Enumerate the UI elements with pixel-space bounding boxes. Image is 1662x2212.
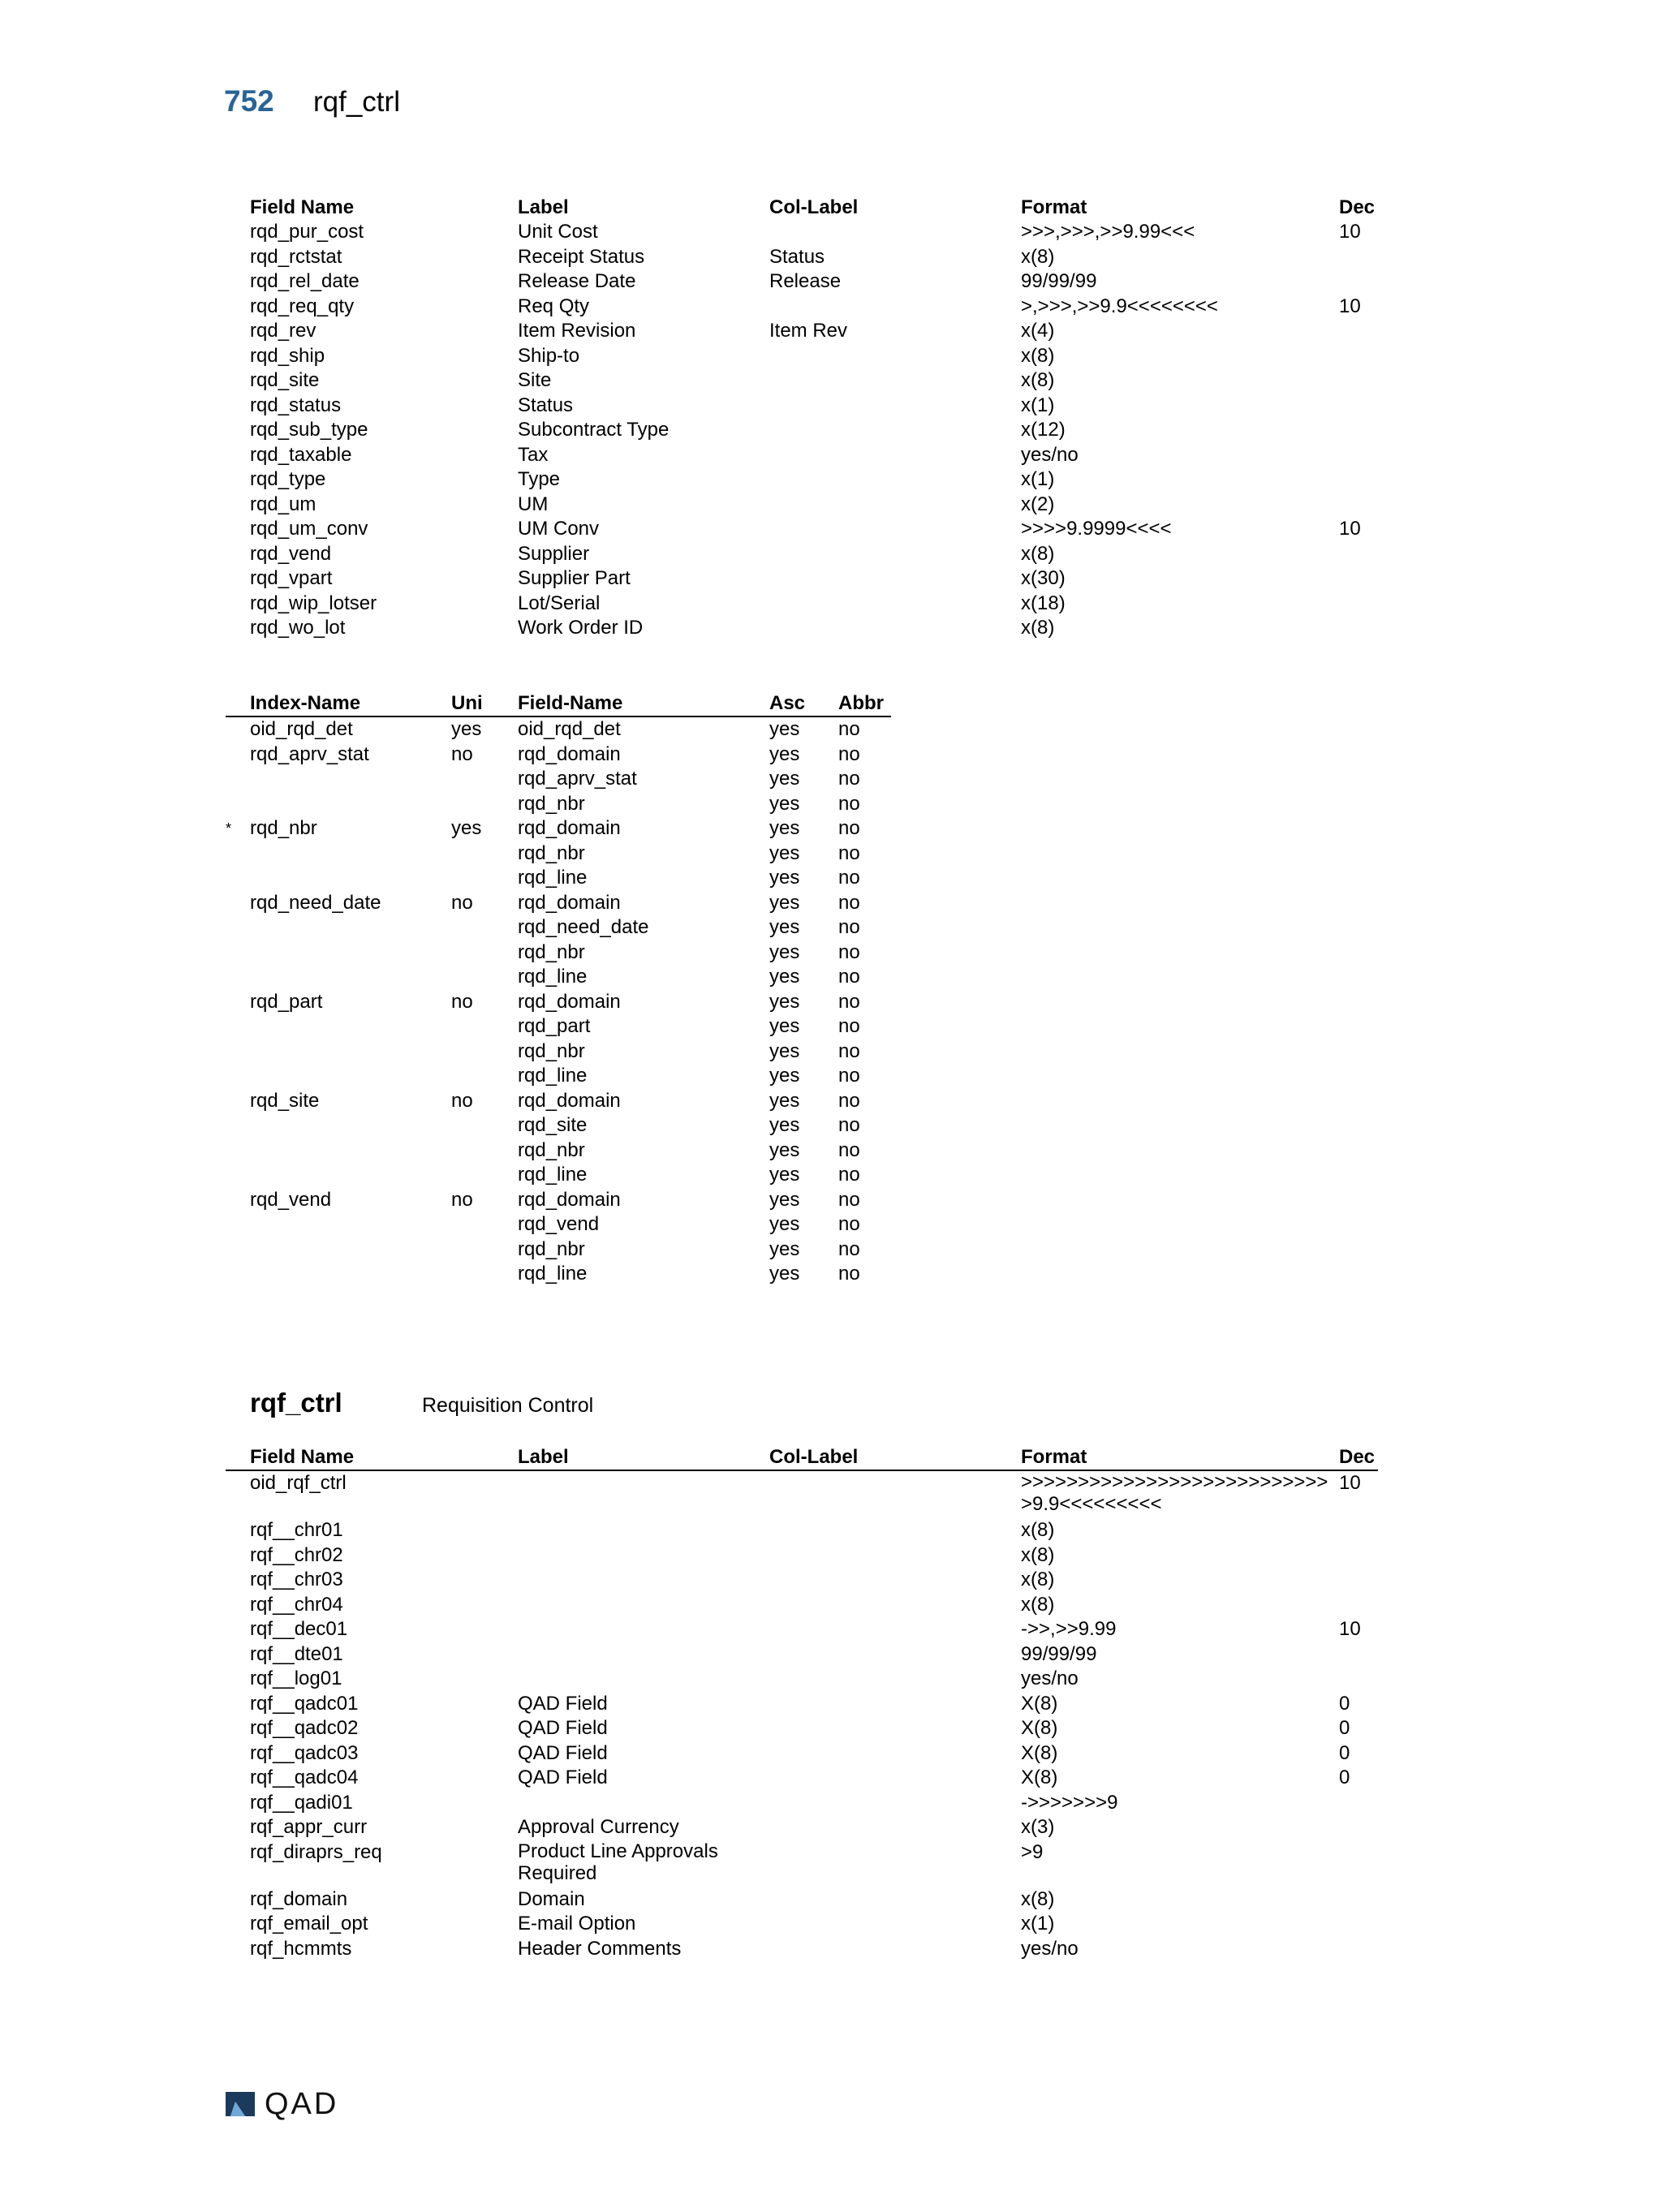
index-row xyxy=(226,866,891,891)
field-name-cell: rqd_um xyxy=(250,493,316,515)
abbr-cell: no xyxy=(838,1164,860,1186)
table-row xyxy=(250,295,1378,320)
asc-cell: yes xyxy=(769,1039,800,1062)
label-cell: Tax xyxy=(518,443,549,466)
table-row xyxy=(250,467,1378,493)
uni-cell: no xyxy=(451,742,473,765)
uni-cell: no xyxy=(451,1188,473,1211)
dec-cell: 10 xyxy=(1339,295,1361,317)
index-row xyxy=(226,891,891,916)
qad-logo-icon xyxy=(224,2090,256,2118)
format-cell: yes/no xyxy=(1021,1668,1079,1689)
table-row xyxy=(226,1840,1378,1887)
table-row xyxy=(226,1741,1378,1767)
page-number: 752 xyxy=(224,84,274,118)
abbr-cell: no xyxy=(838,867,860,889)
field-name-cell: rqf_hcmmts xyxy=(250,1937,352,1960)
table-row xyxy=(250,493,1378,518)
index-row xyxy=(226,915,891,940)
format-cell: x(12) xyxy=(1021,419,1066,441)
label-cell: Ship-to xyxy=(518,344,580,367)
abbr-cell: no xyxy=(838,1065,860,1087)
table-body xyxy=(226,1471,1378,1961)
column-header-field-name: Field Name xyxy=(250,196,355,218)
label-cell: QAD Field xyxy=(518,1692,608,1715)
uni-cell: no xyxy=(451,1089,473,1112)
field-name-cell: rqd_rctstat xyxy=(250,245,342,268)
field-name-cell: rqf__qadc03 xyxy=(250,1741,359,1764)
asc-cell: yes xyxy=(769,940,800,963)
col-label-cell: Status xyxy=(769,245,825,268)
format-cell: X(8) xyxy=(1021,1741,1058,1764)
field-name-cell: rqd_site xyxy=(250,369,320,391)
asc-cell: yes xyxy=(769,742,800,765)
table-row xyxy=(250,443,1378,468)
field-name-cell: rqf__chr01 xyxy=(250,1519,343,1541)
format-cell: yes/no xyxy=(1021,443,1079,466)
index-row xyxy=(226,792,891,817)
field-name-cell: rqd_vend xyxy=(518,1213,600,1235)
format-cell: x(1) xyxy=(1021,394,1055,416)
table-body xyxy=(250,220,1378,641)
column-header-index-name: Index-Name xyxy=(250,692,361,714)
asc-cell: yes xyxy=(769,792,800,815)
asc-cell: yes xyxy=(769,817,800,839)
index-row xyxy=(226,1262,891,1287)
dec-cell: 10 xyxy=(1339,518,1361,540)
dec-cell: 10 xyxy=(1339,1472,1361,1494)
field-name-cell: rqd_domain xyxy=(518,891,621,914)
col-label-cell: Release xyxy=(769,270,842,292)
field-name-cell: rqd_domain xyxy=(518,1188,621,1211)
table-row xyxy=(226,1887,1378,1913)
label-cell: UM xyxy=(518,493,549,515)
label-cell: Domain xyxy=(518,1887,585,1910)
index-name-cell: rqd_vend xyxy=(250,1188,332,1211)
table-header-row xyxy=(226,1444,1378,1471)
label-cell: Supplier xyxy=(518,542,590,565)
uni-cell: no xyxy=(451,891,473,914)
label-cell: E-mail Option xyxy=(518,1913,636,1934)
field-name-cell: rqf_appr_curr xyxy=(250,1816,368,1838)
column-header-dec: Dec xyxy=(1339,1446,1376,1468)
label-cell: Lot/Serial xyxy=(518,592,601,614)
field-name-cell: rqd_line xyxy=(518,1263,588,1285)
field-name-cell: rqf__log01 xyxy=(250,1668,342,1689)
asc-cell: yes xyxy=(769,1138,800,1161)
format-cell: x(1) xyxy=(1021,1913,1055,1934)
asc-cell: yes xyxy=(769,1237,800,1260)
table-row xyxy=(250,542,1378,567)
format-cell: x(30) xyxy=(1021,567,1066,589)
asc-cell: yes xyxy=(769,1263,800,1285)
field-name-cell: rqd_rev xyxy=(250,320,316,342)
field-name-cell: rqd_domain xyxy=(518,1089,621,1112)
label-cell: Status xyxy=(518,394,574,416)
label-cell: Site xyxy=(518,369,552,391)
index-row xyxy=(226,1014,891,1039)
table-row xyxy=(250,368,1378,394)
field-name-cell: rqf__chr04 xyxy=(250,1593,343,1616)
abbr-cell: no xyxy=(838,1213,860,1235)
table-row xyxy=(250,616,1378,641)
label-cell: Supplier Part xyxy=(518,567,631,589)
index-name-cell: rqd_part xyxy=(250,990,323,1013)
uni-cell: yes xyxy=(451,718,482,740)
table-row xyxy=(250,220,1378,245)
index-row xyxy=(226,717,891,742)
field-name-cell: rqd_sub_type xyxy=(250,419,368,441)
field-name-cell: rqf__chr02 xyxy=(250,1543,343,1566)
index-row xyxy=(226,1064,891,1089)
label-cell: Product Line Approvals Required xyxy=(518,1840,718,1884)
table-row xyxy=(226,1716,1378,1741)
field-name-cell: oid_rqd_det xyxy=(518,718,621,740)
label-cell: Type xyxy=(518,468,561,490)
column-header-col-label: Col-Label xyxy=(769,1446,859,1468)
format-cell: x(8) xyxy=(1021,1593,1055,1616)
table-section-title xyxy=(250,1388,594,1418)
fields-table-rqd-det xyxy=(250,195,1378,641)
format-cell: x(1) xyxy=(1021,468,1055,490)
abbr-cell: no xyxy=(838,1039,860,1062)
index-row xyxy=(226,1039,891,1065)
asc-cell: yes xyxy=(769,1213,800,1235)
index-name-cell: rqd_need_date xyxy=(250,891,381,914)
qad-logo-text: QAD xyxy=(265,2087,339,2121)
field-name-cell: rqf__qadc02 xyxy=(250,1717,359,1739)
format-cell: x(8) xyxy=(1021,542,1055,565)
format-cell: x(3) xyxy=(1021,1816,1055,1838)
table-row xyxy=(226,1815,1378,1840)
abbr-cell: no xyxy=(838,792,860,815)
abbr-cell: no xyxy=(838,1237,860,1260)
field-name-cell: rqd_req_qty xyxy=(250,295,355,317)
abbr-cell: no xyxy=(838,817,860,839)
table-row xyxy=(250,394,1378,419)
table-row xyxy=(250,592,1378,617)
field-name-cell: rqd_taxable xyxy=(250,443,352,466)
asc-cell: yes xyxy=(769,867,800,889)
dec-cell: 0 xyxy=(1339,1717,1350,1739)
table-row xyxy=(226,1568,1378,1593)
index-row xyxy=(226,841,891,867)
format-cell: X(8) xyxy=(1021,1767,1058,1788)
format-cell: x(8) xyxy=(1021,369,1055,391)
field-name-cell: rqd_domain xyxy=(518,817,621,839)
field-name-cell: oid_rqf_ctrl xyxy=(250,1472,347,1494)
format-cell: X(8) xyxy=(1021,1717,1058,1739)
abbr-cell: no xyxy=(838,891,860,914)
format-cell: >,>>>,>>9.9<<<<<<<< xyxy=(1021,295,1218,317)
format-cell: yes/no xyxy=(1021,1937,1079,1960)
table-row xyxy=(226,1912,1378,1937)
index-row xyxy=(226,1113,891,1138)
field-name-cell: rqf__chr03 xyxy=(250,1569,343,1590)
table-row xyxy=(250,517,1378,542)
abbr-cell: no xyxy=(838,940,860,963)
field-name-cell: rqd_rel_date xyxy=(250,270,360,292)
field-name-cell: rqd_nbr xyxy=(518,841,585,864)
label-cell: Item Revision xyxy=(518,320,636,342)
label-cell: Receipt Status xyxy=(518,245,645,268)
table-row xyxy=(250,269,1378,295)
asc-cell: yes xyxy=(769,768,800,790)
index-row xyxy=(226,1163,891,1188)
index-row xyxy=(226,816,891,841)
field-name-cell: rqd_vpart xyxy=(250,567,333,589)
abbr-cell: no xyxy=(838,1263,860,1285)
field-name-cell: rqd_ship xyxy=(250,344,325,367)
field-name-cell: rqd_type xyxy=(250,468,326,490)
abbr-cell: no xyxy=(838,1114,860,1136)
fields-table-rqf-ctrl xyxy=(226,1444,1378,1961)
table-header-row xyxy=(250,195,1378,220)
format-cell: ->>,>>9.99 xyxy=(1021,1618,1117,1640)
label-cell: Subcontract Type xyxy=(518,419,670,441)
abbr-cell: no xyxy=(838,966,860,988)
asc-cell: yes xyxy=(769,891,800,914)
field-name-cell: rqd_nbr xyxy=(518,1039,585,1062)
index-row xyxy=(226,742,891,768)
col-label-cell: Item Rev xyxy=(769,320,848,342)
field-name-cell: rqd_aprv_stat xyxy=(518,768,637,790)
label-cell: Work Order ID xyxy=(518,617,644,639)
dec-cell: 0 xyxy=(1339,1741,1350,1764)
table-row xyxy=(250,418,1378,443)
index-name-cell: rqd_nbr xyxy=(250,817,317,839)
asc-cell: yes xyxy=(769,916,800,938)
column-header-format: Format xyxy=(1021,1446,1087,1468)
index-row xyxy=(226,1212,891,1237)
format-cell: >9 xyxy=(1021,1840,1044,1863)
index-header-row xyxy=(226,691,891,717)
format-cell: x(8) xyxy=(1021,617,1055,639)
field-name-cell: rqd_status xyxy=(250,394,342,416)
table-row xyxy=(226,1642,1378,1668)
abbr-cell: no xyxy=(838,742,860,765)
index-row xyxy=(226,965,891,990)
field-name-cell: rqf__qadc01 xyxy=(250,1692,359,1715)
abbr-cell: no xyxy=(838,1188,860,1211)
field-name-cell: rqd_line xyxy=(518,867,588,889)
index-row xyxy=(226,1138,891,1164)
field-name-cell: rqf__qadc04 xyxy=(250,1767,359,1788)
table-name: rqf_ctrl xyxy=(250,1388,342,1418)
label-cell: Approval Currency xyxy=(518,1816,679,1838)
index-row xyxy=(226,940,891,966)
column-header-dec: Dec xyxy=(1339,196,1376,218)
field-name-cell: rqf_email_opt xyxy=(250,1913,368,1934)
label-cell: Header Comments xyxy=(518,1937,682,1960)
column-header-uni: Uni xyxy=(451,692,483,714)
table-row xyxy=(250,319,1378,344)
label-cell: Release Date xyxy=(518,270,636,292)
table-row xyxy=(226,1471,1378,1518)
table-row xyxy=(226,1593,1378,1618)
asc-cell: yes xyxy=(769,966,800,988)
table-row xyxy=(226,1791,1378,1816)
abbr-cell: no xyxy=(838,768,860,790)
format-cell: x(8) xyxy=(1021,245,1055,268)
running-title: rqf_ctrl xyxy=(313,86,400,118)
format-cell: 99/99/99 xyxy=(1021,270,1097,292)
table-row xyxy=(226,1518,1378,1543)
table-row xyxy=(226,1617,1378,1642)
field-name-cell: rqd_line xyxy=(518,966,588,988)
format-cell: x(2) xyxy=(1021,493,1055,515)
format-cell: x(18) xyxy=(1021,592,1066,614)
column-header-format: Format xyxy=(1021,196,1087,218)
label-cell: UM Conv xyxy=(518,518,600,540)
uni-cell: no xyxy=(451,990,473,1013)
label-cell: Req Qty xyxy=(518,295,590,317)
asc-cell: yes xyxy=(769,1188,800,1211)
index-row xyxy=(226,990,891,1015)
index-table-body xyxy=(226,717,891,1287)
label-cell: Unit Cost xyxy=(518,221,598,243)
field-name-cell: rqd_wo_lot xyxy=(250,617,346,639)
format-cell: >>>,>>>,>>9.99<<< xyxy=(1021,221,1195,243)
field-name-cell: rqf_diraprs_req xyxy=(250,1840,382,1863)
field-name-cell: rqf__dte01 xyxy=(250,1642,343,1665)
label-cell: QAD Field xyxy=(518,1717,608,1739)
format-cell: x(8) xyxy=(1021,1887,1055,1910)
field-name-cell: rqd_pur_cost xyxy=(250,221,364,243)
abbr-cell: no xyxy=(838,841,860,864)
index-name-cell: oid_rqd_det xyxy=(250,718,353,740)
asc-cell: yes xyxy=(769,1089,800,1112)
field-name-cell: rqd_line xyxy=(518,1065,588,1087)
index-name-cell: rqd_site xyxy=(250,1089,320,1112)
abbr-cell: no xyxy=(838,1015,860,1037)
field-name-cell: rqd_part xyxy=(518,1015,591,1037)
format-cell: x(8) xyxy=(1021,1569,1055,1590)
column-header-col-label: Col-Label xyxy=(769,196,859,218)
abbr-cell: no xyxy=(838,916,860,938)
field-name-cell: rqd_um_conv xyxy=(250,518,368,540)
field-name-cell: rqd_nbr xyxy=(518,940,585,963)
table-row xyxy=(226,1766,1378,1791)
table-row xyxy=(226,1937,1378,1962)
abbr-cell: no xyxy=(838,1138,860,1161)
dec-cell: 10 xyxy=(1339,1618,1361,1640)
field-name-cell: rqd_need_date xyxy=(518,916,649,938)
column-header-asc: Asc xyxy=(769,692,806,714)
asc-cell: yes xyxy=(769,841,800,864)
format-cell: x(8) xyxy=(1021,1543,1055,1566)
format-cell: x(4) xyxy=(1021,320,1055,342)
index-row xyxy=(226,767,891,792)
field-name-cell: rqd_vend xyxy=(250,542,332,565)
table-row xyxy=(250,566,1378,592)
field-name-cell: rqd_line xyxy=(518,1164,588,1186)
field-name-cell: rqd_domain xyxy=(518,742,621,765)
format-cell: >>>>>>>>>>>>>>>>>>>>>>>>>>>>9.9<<<<<<<<< xyxy=(1021,1471,1328,1515)
asc-cell: yes xyxy=(769,990,800,1013)
format-cell: X(8) xyxy=(1021,1692,1058,1715)
asc-cell: yes xyxy=(769,718,800,740)
column-header-field-name: Field Name xyxy=(250,1446,355,1468)
field-name-cell: rqd_site xyxy=(518,1114,588,1136)
table-description: Requisition Control xyxy=(422,1394,594,1417)
format-cell: ->>>>>>>9 xyxy=(1021,1791,1118,1814)
table-row xyxy=(226,1692,1378,1717)
column-header-label: Label xyxy=(518,196,569,218)
asc-cell: yes xyxy=(769,1015,800,1037)
format-cell: >>>>9.9999<<<< xyxy=(1021,518,1172,540)
column-header-label: Label xyxy=(518,1446,569,1468)
abbr-cell: no xyxy=(838,1089,860,1112)
field-name-cell: rqd_domain xyxy=(518,990,621,1013)
table-row xyxy=(226,1543,1378,1569)
format-cell: x(8) xyxy=(1021,1519,1055,1541)
table-row xyxy=(250,245,1378,270)
abbr-cell: no xyxy=(838,718,860,740)
field-name-cell: rqf_domain xyxy=(250,1887,348,1910)
column-header-field-name: Field-Name xyxy=(518,692,623,714)
format-cell: x(8) xyxy=(1021,344,1055,367)
primary-index-marker: * xyxy=(226,820,232,837)
table-row xyxy=(226,1667,1378,1692)
index-row xyxy=(226,1188,891,1213)
label-cell: QAD Field xyxy=(518,1741,608,1764)
abbr-cell: no xyxy=(838,990,860,1013)
index-table xyxy=(226,691,891,1287)
field-name-cell: rqf__dec01 xyxy=(250,1618,348,1640)
field-name-cell: rqd_nbr xyxy=(518,1237,585,1260)
index-row xyxy=(226,1237,891,1263)
field-name-cell: rqd_nbr xyxy=(518,1138,585,1161)
field-name-cell: rqd_wip_lotser xyxy=(250,592,377,614)
label-cell: QAD Field xyxy=(518,1767,608,1788)
uni-cell: yes xyxy=(451,817,482,839)
field-name-cell: rqd_nbr xyxy=(518,792,585,815)
index-row xyxy=(226,1089,891,1114)
asc-cell: yes xyxy=(769,1114,800,1136)
dec-cell: 0 xyxy=(1339,1692,1350,1715)
dec-cell: 10 xyxy=(1339,221,1361,243)
format-cell: 99/99/99 xyxy=(1021,1642,1097,1665)
field-name-cell: rqf__qadi01 xyxy=(250,1791,353,1814)
column-header-abbr: Abbr xyxy=(838,692,884,714)
index-name-cell: rqd_aprv_stat xyxy=(250,742,369,765)
table-row xyxy=(250,344,1378,369)
asc-cell: yes xyxy=(769,1164,800,1186)
dec-cell: 0 xyxy=(1339,1767,1350,1788)
asc-cell: yes xyxy=(769,1065,800,1087)
